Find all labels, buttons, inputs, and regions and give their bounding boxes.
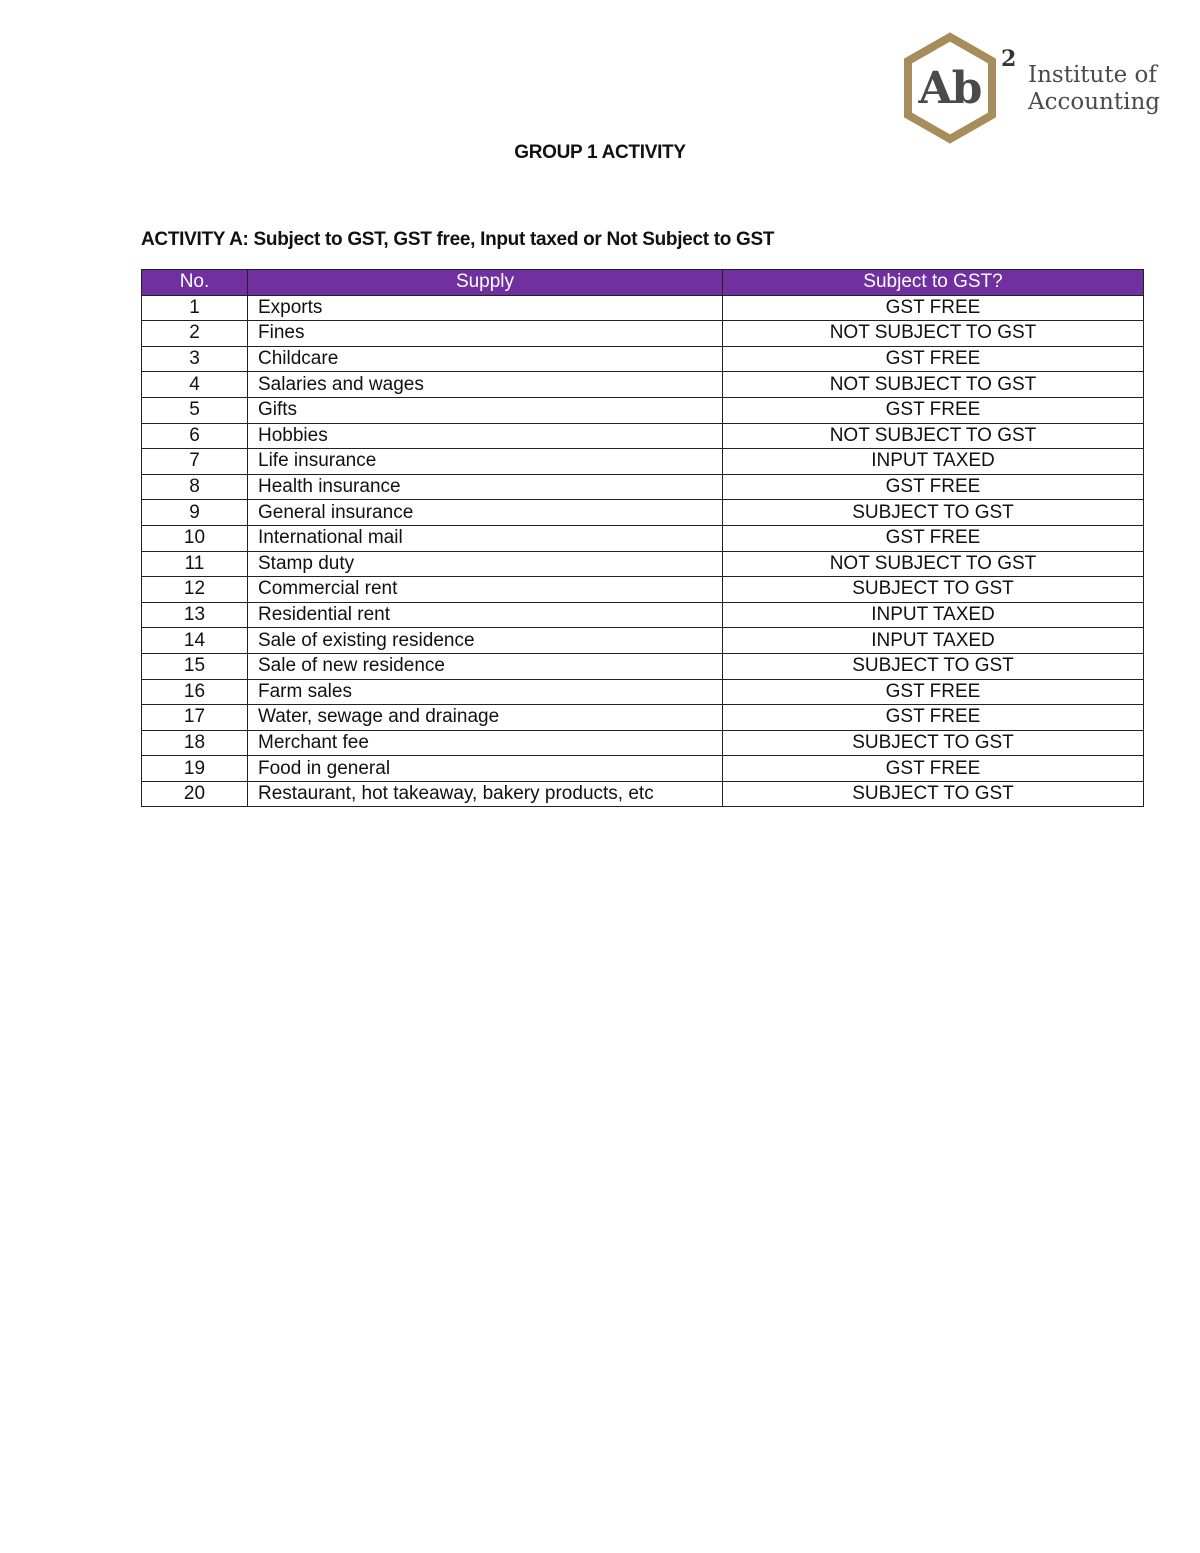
header-supply: Supply bbox=[248, 270, 723, 296]
gst-status-cell: NOT SUBJECT TO GST bbox=[723, 372, 1144, 398]
gst-status-cell: GST FREE bbox=[723, 295, 1144, 321]
supply-cell: Exports bbox=[248, 295, 723, 321]
table-row bbox=[142, 628, 1144, 654]
logo-line-2: Accounting bbox=[1028, 89, 1160, 115]
logo-line-1: Institute of bbox=[1028, 62, 1157, 88]
table-row bbox=[142, 295, 1144, 321]
table-row bbox=[142, 653, 1144, 679]
table-row bbox=[142, 474, 1144, 500]
gst-status-cell: NOT SUBJECT TO GST bbox=[723, 423, 1144, 449]
gst-status-cell: SUBJECT TO GST bbox=[723, 653, 1144, 679]
supply-cell: Sale of existing residence bbox=[248, 628, 723, 654]
gst-status-cell: NOT SUBJECT TO GST bbox=[723, 551, 1144, 577]
activity-heading: ACTIVITY A: Subject to GST, GST free, Input taxed or Not Subject to GST bbox=[141, 229, 775, 250]
row-number: 8 bbox=[142, 474, 248, 500]
logo-mark: Ab bbox=[918, 63, 982, 114]
table-row bbox=[142, 705, 1144, 731]
table-row bbox=[142, 679, 1144, 705]
supply-cell: Food in general bbox=[248, 756, 723, 782]
supply-cell: Childcare bbox=[248, 346, 723, 372]
row-number: 1 bbox=[142, 295, 248, 321]
gst-status-cell: INPUT TAXED bbox=[723, 449, 1144, 475]
row-number: 2 bbox=[142, 321, 248, 347]
row-number: 6 bbox=[142, 423, 248, 449]
table-row bbox=[142, 397, 1144, 423]
table-row bbox=[142, 756, 1144, 782]
supply-cell: Commercial rent bbox=[248, 577, 723, 603]
gst-status-cell: GST FREE bbox=[723, 346, 1144, 372]
page-title: GROUP 1 ACTIVITY bbox=[514, 142, 686, 163]
supply-cell: Water, sewage and drainage bbox=[248, 705, 723, 731]
row-number: 20 bbox=[142, 781, 248, 807]
supply-cell: International mail bbox=[248, 525, 723, 551]
table-row bbox=[142, 423, 1144, 449]
table-row bbox=[142, 500, 1144, 526]
gst-status-cell: INPUT TAXED bbox=[723, 602, 1144, 628]
supply-cell: Stamp duty bbox=[248, 551, 723, 577]
supply-cell: Restaurant, hot takeaway, bakery products, etc bbox=[248, 781, 723, 807]
row-number: 12 bbox=[142, 577, 248, 603]
gst-status-cell: GST FREE bbox=[723, 397, 1144, 423]
row-number: 19 bbox=[142, 756, 248, 782]
row-number: 5 bbox=[142, 397, 248, 423]
supply-cell: Farm sales bbox=[248, 679, 723, 705]
supply-cell: Gifts bbox=[248, 397, 723, 423]
gst-status-cell: INPUT TAXED bbox=[723, 628, 1144, 654]
table-row bbox=[142, 781, 1144, 807]
gst-supply-table bbox=[141, 269, 1144, 807]
supply-cell: Sale of new residence bbox=[248, 653, 723, 679]
row-number: 18 bbox=[142, 730, 248, 756]
table-row bbox=[142, 551, 1144, 577]
row-number: 9 bbox=[142, 500, 248, 526]
logo-superscript: 2 bbox=[1001, 46, 1017, 72]
gst-status-cell: GST FREE bbox=[723, 756, 1144, 782]
logo-wordmark bbox=[1028, 62, 1160, 116]
table-row bbox=[142, 321, 1144, 347]
supply-cell: Merchant fee bbox=[248, 730, 723, 756]
gst-status-cell: NOT SUBJECT TO GST bbox=[723, 321, 1144, 347]
table-row bbox=[142, 525, 1144, 551]
gst-status-cell: GST FREE bbox=[723, 705, 1144, 731]
gst-status-cell: SUBJECT TO GST bbox=[723, 730, 1144, 756]
row-number: 15 bbox=[142, 653, 248, 679]
institute-logo bbox=[900, 32, 1175, 144]
supply-cell: Residential rent bbox=[248, 602, 723, 628]
supply-cell: Health insurance bbox=[248, 474, 723, 500]
row-number: 11 bbox=[142, 551, 248, 577]
row-number: 3 bbox=[142, 346, 248, 372]
header-gst: Subject to GST? bbox=[723, 270, 1144, 296]
table-row bbox=[142, 577, 1144, 603]
gst-status-cell: GST FREE bbox=[723, 474, 1144, 500]
gst-status-cell: SUBJECT TO GST bbox=[723, 781, 1144, 807]
row-number: 7 bbox=[142, 449, 248, 475]
table-header-row bbox=[142, 270, 1144, 296]
supply-cell: Life insurance bbox=[248, 449, 723, 475]
row-number: 17 bbox=[142, 705, 248, 731]
row-number: 16 bbox=[142, 679, 248, 705]
gst-status-cell: SUBJECT TO GST bbox=[723, 500, 1144, 526]
header-no: No. bbox=[142, 270, 248, 296]
row-number: 14 bbox=[142, 628, 248, 654]
row-number: 13 bbox=[142, 602, 248, 628]
gst-status-cell: GST FREE bbox=[723, 679, 1144, 705]
gst-status-cell: SUBJECT TO GST bbox=[723, 577, 1144, 603]
supply-cell: Hobbies bbox=[248, 423, 723, 449]
table-row bbox=[142, 372, 1144, 398]
gst-status-cell: GST FREE bbox=[723, 525, 1144, 551]
supply-cell: General insurance bbox=[248, 500, 723, 526]
row-number: 10 bbox=[142, 525, 248, 551]
supply-cell: Salaries and wages bbox=[248, 372, 723, 398]
table-row bbox=[142, 730, 1144, 756]
table-row bbox=[142, 346, 1144, 372]
table-body bbox=[142, 295, 1144, 807]
row-number: 4 bbox=[142, 372, 248, 398]
table-row bbox=[142, 602, 1144, 628]
supply-cell: Fines bbox=[248, 321, 723, 347]
table-row bbox=[142, 449, 1144, 475]
